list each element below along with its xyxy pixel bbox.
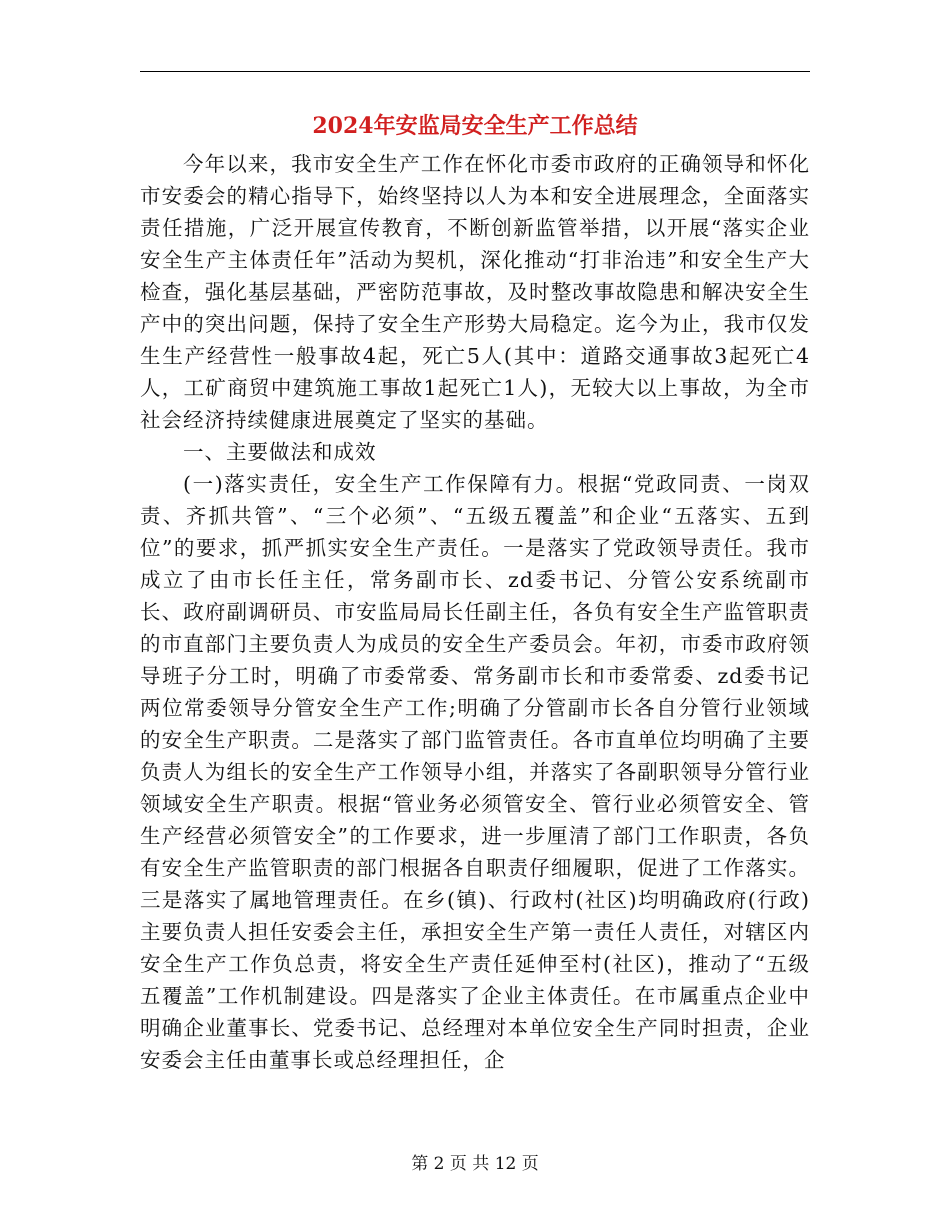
section-paragraph: (一)落实责任，安全生产工作保障有力。根据“党政同责、一岗双责、齐抓共管”、“三个必须”、“五级五覆盖”和企业“五落实、五到位”的要求，抓严抓实安全生产责任。一是落实了党政领导责任。我市成立了由市长任主任，常务副市长、zd委书记、分管公安系统副市长、政府副调研员、市安监局局长任副主任，各负有安全生产监管职责的市直部门主要负责人为成员的安全生产委员会。年初，市委市政府领导班子分工时，明确了市委常委、常务副市长和市委常委、zd委书记两位常委领导分管安全生产工作;明确了分管副市长各自分管行业领域的安全生产职责。二是落实了部门监管责任。各市直单位均明确了主要负责人为组长的安全生产工作领导小组，并落实了各副职领导分管行业领域安全生产职责。根据“管业务必须管安全、管行业必须管安全、管生产经营必须管安全”的工作要求，进一步厘清了部门工作职责，各负有安全生产监管职责的部门根据各自职责仔细履职，促进了工作落实。三是落实了属地管理责任。在乡(镇)、行政村(社区)均明确政府(行政)主要负责人担任安委会主任，承担安全生产第一责任人责任，对辖区内安全生产工作负总责，将安全生产责任延伸至村(社区)，推动了“五级五覆盖”工作机制建设。四是落实了企业主体责任。在市属重点企业中明确企业董事长、党委书记、总经理对本单位安全生产同时担责，企业安委会主任由董事长或总经理担任，企 xyxy=(140,472,810,1072)
document-body xyxy=(140,148,810,1076)
header-rule xyxy=(140,71,810,72)
section-heading: 一、主要做法和成效 xyxy=(183,440,377,464)
page-number: 第 2 页 共 12 页 xyxy=(411,1154,539,1174)
intro-paragraph: 今年以来，我市安全生产工作在怀化市委市政府的正确领导和怀化市安委会的精心指导下，始终坚持以人为本和安全进展理念，全面落实责任措施，广泛开展宣传教育，不断创新监管举措，以开展“落实企业安全生产主体责任年”活动为契机，深化推动“打非治违”和安全生产大检查，强化基层基础，严密防范事故，及时整改事故隐患和解决安全生产中的突出问题，保持了安全生产形势大局稳定。迄今为止，我市仅发生生产经营性一般事故4起，死亡5人(其中：道路交通事故3起死亡4人，工矿商贸中建筑施工事故1起死亡1人)，无较大以上事故，为全市社会经济持续健康进展奠定了坚实的基础。 xyxy=(140,152,810,432)
page-footer xyxy=(0,1152,950,1176)
document-title: 2024年安监局安全生产工作总结 xyxy=(312,113,638,139)
